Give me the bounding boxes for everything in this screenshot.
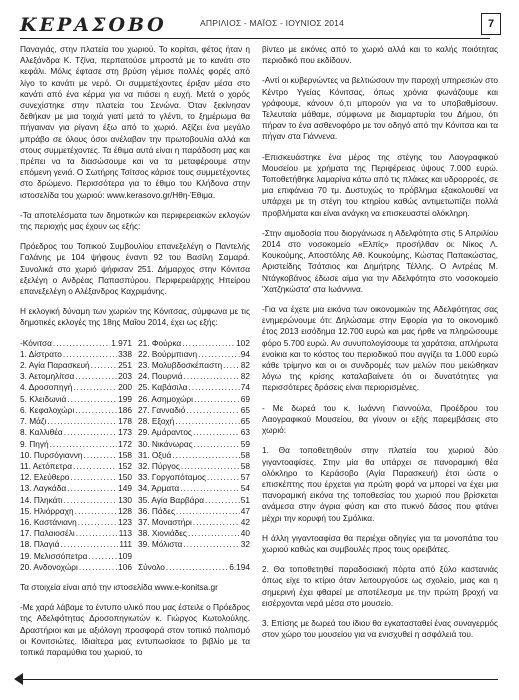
voter-count: 63 [240,427,250,438]
blood-donation-paragraph: -Στην αιμοδοσία που διοργάνωσε η Αδελφότητα στις 5 Απριλίου 2014 στο νοσοκομείο «Ελπίς» προσήλθαν οι: Νίκος Λ. Κουκούμης, Αποστόλης Αθ. Κουκούμης, Κώστας Παπακώστας, Αριστείδης Τσάτσιος και Δημήτρης Τέλλης. Ο Αντρέας Μ. Ντάγκοβάνος έδωσε αίμα για την Αδελφότητα στο νοσοκομείο 'Χατζηκώστα' στα Ιωάννινα. [262,227,498,294]
trails-paragraph: Η άλλη γιγαντοαφίσα θα περιέχει οδηγίες για τα μονοπάτια του χωριού καθώς και συμβουλές προς τους ορειβάτες. [262,532,498,554]
voter-count: 186 [118,404,132,415]
village-name: 31. Οξυά [138,449,172,460]
voters-row [138,461,250,472]
village-name: 29. Αμάραντος [138,427,192,438]
issue-date: ΑΠΡΙΛΙΟΣ - ΜΑΪΟΣ - ΙΟΥΝΙΟΣ 2014 [200,18,345,28]
village-name: 22. Βούρμπιανη [138,348,198,359]
voters-total-row [138,562,250,573]
leader-dots [78,517,117,528]
voter-count: 1.971 [111,337,132,348]
voters-row [20,382,132,393]
voter-count: 106 [118,561,132,572]
voters-row [20,472,132,483]
voters-column-1 [20,338,132,573]
village-name: 20. Ανδονοχώρι [20,561,78,572]
village-name: 3. Αετομηλίτσα [20,371,75,382]
leader-dots [194,439,240,450]
leader-dots [64,495,118,506]
village-name: 13. Λαγκάδα [20,483,67,494]
door-paragraph: 2. Θα τοποθετηθεί παραδοσιακή πόρτα από ξύλο καστανιάς όπως είχε το κτίριο όταν λειτουργούσε ως σχολείο, μιας και η σημερινή έχει φθαρεί με αποτέλεσμα με την πρώτη βροχή να εισέρχονται νερά μέσα στο μουσείο. [262,564,498,608]
village-name: 33. Γοργοπόταμος [138,472,206,483]
village-name: 17. Παλαιοσέλι [20,528,75,539]
voter-count: 200 [118,382,132,393]
drosopigi-paragraph: -Με χαρά λάβαμε το έντυπο υλικό που μας έστειλε ο Πρόεδρος της Αδελφότητας Δροσοπηγιωτών κ. Γιώργος Κωτολούλης. Δραστήριοι και με αξιόλογη προσφορά στον τοπικό πολιτισμό οι Κονιτσιώτες. Ιδιαίτερα μας εντυπωσίασε το βιβλίο με τα τοπικά παραμύθια του χωριού, το [20,602,250,657]
voter-count: 149 [118,483,132,494]
voters-row [138,506,250,517]
leader-dots [223,360,240,371]
village-name: 14. Πληκάτι [20,494,63,505]
voter-count: 199 [118,393,132,404]
village-name: 24. Πουρνιά [138,371,183,382]
voters-row [20,562,132,573]
leader-dots [73,382,117,393]
health-center-paragraph: -Αντί οι κυβερνώντες να βελτιώσουν την παροχή υπηρεσιών στο Κέντρο Υγείας Κόνιτσας, όπως χρόνια φωνάζουμε και γράφουμε, κάνουν ό,τι μπορούν για να το υποβαθμίσουν. Τελευταία μάθαμε, σύμφωνα με διαμαρτυρία του Δήμου, ότι πήραν το ένα ασθενοφόρο με τον οδηγό από την Κόνιτσα και τα πήγαν στα Γιάννενα. [262,75,498,142]
voter-count: 109 [118,550,132,561]
voters-row [20,450,132,461]
voter-count: 82 [240,360,250,371]
leader-dots [207,472,240,483]
voter-count: 65 [240,404,250,415]
elections-results: Πρόεδρος του Τοπικού Συμβουλίου επανεξελέγη ο Παντελής Γαλάνης με 104 ψήφους έναντι 92 του Βασίλη Σαμαρά. Συνολικά στο χωριό ψήφισαν 251. Δήμαρχος στην Κόνιτσα εξελέγη ο Ανδρέας Παπασπύρου. Περιφερειάρχης Ηπείρου επανεξελέγη ο Αλέξανδρος Καχριμάνης. [20,241,250,297]
village-name: 18. Πλαγιά [20,539,60,550]
donation-intro-paragraph: - Με δωρεά του κ. Ιωάννη Γιαννούλα, Προέδρου του Λαογραφικού Μουσείου, θα γίνουν οι εξής παρεμβάσεις στο χωριό: [262,402,498,436]
village-name: 36. Πάδες [138,505,175,516]
voters-row [20,394,132,405]
museum-roof-paragraph: -Επισκευάστηκε ένα μέρος της στέγης του Λαογραφικού Μουσείου με χρήματα της Περιφέρειας ύψους 7.000 ευρώ. Τοποθετήθηκε λαμαρίνα κάτω από τις πλάκες και υδρορροές, σε μια επιφάνεια 70 τμ. Δυστυχώς το πρόβλημα εξακολουθεί να υπάρχει με τη στέγη του κτηρίου καθώς αντιμετωπίζει πολλά προβλήματα και είναι ανάγκη να επισκευαστεί ολόκληρη. [262,151,498,218]
leader-dots [73,461,117,472]
leader-dots [63,349,117,360]
village-name: 11. Αετόπετρα [20,460,72,471]
voters-row [20,506,132,517]
village-name: 23. Μολυβδοσκέπαστη [138,360,223,371]
village-name: 30. Νικάνωρας [138,438,193,449]
village-name: 38. Χιονιάδες [138,528,187,539]
voters-row [20,360,132,371]
village-name: 27. Γανναδιό [138,404,186,415]
village-name: 25. Καβάσιλα [138,382,188,393]
voters-row [138,439,250,450]
village-name: 9. Πηγή [20,438,49,449]
leader-dots [181,461,240,472]
village-name: 35. Αγία Βαρβάρα [138,494,204,505]
voters-row [138,371,250,382]
village-name: 12. Ελεύθερο [20,472,70,483]
voter-count: 111 [119,539,132,550]
voters-row [138,517,250,528]
voters-row [20,528,132,539]
voters-row [20,338,132,349]
voter-count: 172 [118,438,132,449]
leader-dots [188,382,239,393]
voter-count: 94 [240,348,250,359]
village-name: 7. Μάζι [20,416,47,427]
leader-dots [53,338,110,349]
voters-row [138,416,250,427]
village-name: 19. Μελισσόπετρα [20,550,88,561]
leader-dots [166,562,228,573]
voters-row [138,394,250,405]
voters-row [20,539,132,550]
voter-count: 251 [118,360,132,371]
leader-dots [198,349,240,360]
kledonas-paragraph: Παναγιάς, στην πλατεία του χωριού. Το κορίτσι, φέτος ήταν η Αλεξάνδρα Κ. Τζίνα, περπατούσε μπροστά με το κανάτι στο κεφάλι. Μόλις έφτασε στη βρύση γέμισε πολλές φορές από λίγο το κανάτι με νερό. Οι συμμετέχοντες έριξαν μέσα στο κανάτι από ένα κέρμα για να πιάσει η ευχή. Μετά ο χορός συνεχίστηκε στην πλατεία του Σενώνα. Όταν ξεκίνησαν δεθήκαν με μια τοιχιά γιατί μετά το γλέντι, το ξημέρωμα θα πήγαιναν για ρίγανη έξω από το χωριό. Αξίζει ένα μεγάλο μπράβο σε όλους όσοι ανέλαβαν την πρωτοβουλία αλλά και στους συμμετέχοντες. Τα έθιμα αυτά είναι η παράδοση μας και πρέπει να τα διασώσουμε και να τα μεταφέρουμε στην επόμενη γενιά. Ο Σωτήρης Τσίτσος κάρισε τους συμμετέχοντες στο δρώμενο. Περισσότερα για το έθιμο του Κλήδονα στην ιστοσελίδα του χωριού: www.kerasovo.gr/Ηθη-Έθιμα. [20,44,250,200]
voters-row [138,338,250,349]
village-name: 6. Κεφαλοχώρι [20,404,75,415]
leader-dots [175,416,240,427]
header-rule [20,38,490,39]
source-note: Τα στοιχεία είναι από την ιστοσελίδα www.e-konitsa.gr [20,581,218,592]
leader-dots [205,495,240,506]
voter-count: 82 [240,371,250,382]
village-name: 5. Κλειδωνιά [20,393,67,404]
village-name: 10. Πυρσόγιαννη [20,449,83,460]
village-name: 4. Δροσοπηγή [20,382,73,393]
voter-count: 40 [240,528,250,539]
page-number: 7 [481,13,501,35]
newspaper-logo: ΚΕΡΑΣΟΒΟ [20,14,167,36]
leader-dots [183,539,239,550]
voter-count: 65 [240,416,250,427]
voter-count: 203 [118,371,132,382]
voter-count: 152 [118,460,132,471]
village-name: 21. Φούρκα [138,337,182,348]
leader-dots [70,472,117,483]
leader-dots [186,405,239,416]
village-name: -Κόνιτσα [20,337,52,348]
voters-column-2 [138,338,250,573]
voter-count: 74 [240,382,250,393]
left-column [20,44,250,667]
village-name: 16. Καστάνιανη [20,516,77,527]
voter-count: 59 [240,438,250,449]
village-name: 15. Ηλιόρραχη [20,505,74,516]
village-name: 8. Καλλιθέα [20,427,63,438]
voter-count: 58 [240,460,250,471]
leader-dots [75,405,117,416]
voters-row [138,539,250,550]
village-name: 34. Άρματα [138,483,180,494]
arrow-left-icon [14,673,23,685]
voters-row [20,483,132,494]
leader-dots [79,562,117,573]
voters-row [20,405,132,416]
leader-dots [84,450,118,461]
voter-count: 338 [118,348,132,359]
leader-dots [176,506,240,517]
leader-dots [194,394,240,405]
voters-row [138,349,250,360]
leader-dots [60,539,118,550]
voters-row [138,360,250,371]
footer-rule [20,679,498,680]
voters-row [20,371,132,382]
voter-count: 69 [240,393,250,404]
voter-count: 178 [118,416,132,427]
elections-intro: -Τα αποτελέσματα των δημοτικών και περιφερειακών εκλογών της περιοχής μας έχουν ως εξής: [20,209,250,232]
voter-count: 54 [240,483,250,494]
leader-dots [76,528,118,539]
voters-row [138,495,250,506]
voters-row [138,405,250,416]
voters-row [138,450,250,461]
leader-dots [182,338,235,349]
voter-count: 42 [240,516,250,527]
leader-dots [67,483,117,494]
leader-dots [67,394,117,405]
voter-count: 32 [240,539,250,550]
village-name: 26. Ασημοχώρι [138,393,193,404]
finances-paragraph: -Για να έχετε μια εικόνα των οικονομικών της Αδελφότητας σας ενημερώνουμε ότι: Δηλώσαμε στην Εφορία για το οικονομικό έτος 2013 εισόδημα 12.700 ευρώ και μας ήρθε να πληρώσουμε φόρο 5.700 ευρώ. Αν συνυπολογίσουμε τα χαράτσια, απλήρωτα ενοίκια και το κόστος του περιοδικού που αγγίζει τα 1.000 ευρώ κάθε τρίμηνο και οι οι συνδρομές των μελών που μειώθηκαν λόγω της κρίσης καταλαβαίνετε ότι οι δυνατότητες για περισσότερες δράσεις είναι περιορισμένες. [262,304,498,393]
leader-dots [193,427,240,438]
voter-count: 173 [118,427,132,438]
voter-count: 47 [240,505,250,516]
voter-count: 57 [240,472,250,483]
village-name: 1. Δίστρατο [20,348,62,359]
voter-count: 113 [118,528,132,539]
leader-dots [193,517,240,528]
leader-dots [91,360,117,371]
voters-row [20,461,132,472]
leader-dots [47,416,117,427]
total-value: 6.194 [229,561,250,572]
voters-row [20,551,132,562]
leader-dots [184,371,240,382]
voter-count: 130 [118,494,132,505]
total-label: Σύνολο [138,561,165,572]
electoral-strength-intro: Η εκλογική δύναμη των χωριών της Κόνιτσας, σύμφωνα με τις δημοτικές εκλογές της 18ης Μαΐου 2014, έχει ως εξής: [20,306,250,328]
voters-row [138,427,250,438]
leader-dots [64,427,117,438]
voters-row [138,472,250,483]
continued-paragraph: βίντεο με εικόνες από το χωριό αλλά και το καλής ποιότητας περιοδικό που εκδίδουν. [262,44,498,66]
voters-row [20,495,132,506]
voter-count: 102 [236,337,250,348]
leader-dots [50,439,118,450]
voter-count: 158 [118,449,132,460]
voters-row [20,439,132,450]
voter-count: 51 [240,494,250,505]
voters-table [20,338,250,573]
voter-count: 123 [118,516,132,527]
voter-count: 58 [240,449,250,460]
leader-dots [75,371,117,382]
voters-row [138,528,250,539]
village-name: 32. Πύργος [138,460,180,471]
leader-dots [188,528,240,539]
voters-row [20,349,132,360]
leader-dots [172,450,239,461]
page-header [20,14,501,40]
voters-row [138,382,250,393]
voter-count: 150 [118,472,132,483]
posters-paragraph: 1. Θα τοποθετηθούν στην πλατεία του χωριού δύο γιγαντοαφίσες. Στην μία θα υπάρχει σε πανοραμική θέα ολόκληρο το Κεράσοβο (Αγία Παρασκευή) έτσι ώστε ο επισκέπτης που έρχεται για πρώτη φορά να μπορεί να έχει μια πανοραμική εικόνα της τοποθεσίας του χωριού που βρίσκεται ανάμεσα στην άγρια φύση και στο πυκνό δάσος που φτάνει μέχρι την κορυφή του Σμόλικα. [262,445,498,523]
voters-row [138,483,250,494]
leader-dots [75,506,118,517]
voters-row [20,427,132,438]
village-name: 2. Αγία Παρασκευή [20,360,90,371]
right-column [262,44,498,649]
leader-dots [180,483,240,494]
alarm-paragraph: 3. Επίσης με δωρεά του ίδιου θα εγκατασταθεί ένας συναγερμός στον χώρο του μουσείου για να ενισχυθεί η ασφάλειά του. [262,617,498,640]
voters-row [20,517,132,528]
village-name: 37. Μοναστήρι [138,516,192,527]
voter-count: 128 [118,505,132,516]
voters-row [20,416,132,427]
village-name: 28. Εξοχή [138,416,175,427]
leader-dots [88,551,117,562]
village-name: 39. Μόλιστα [138,539,183,550]
